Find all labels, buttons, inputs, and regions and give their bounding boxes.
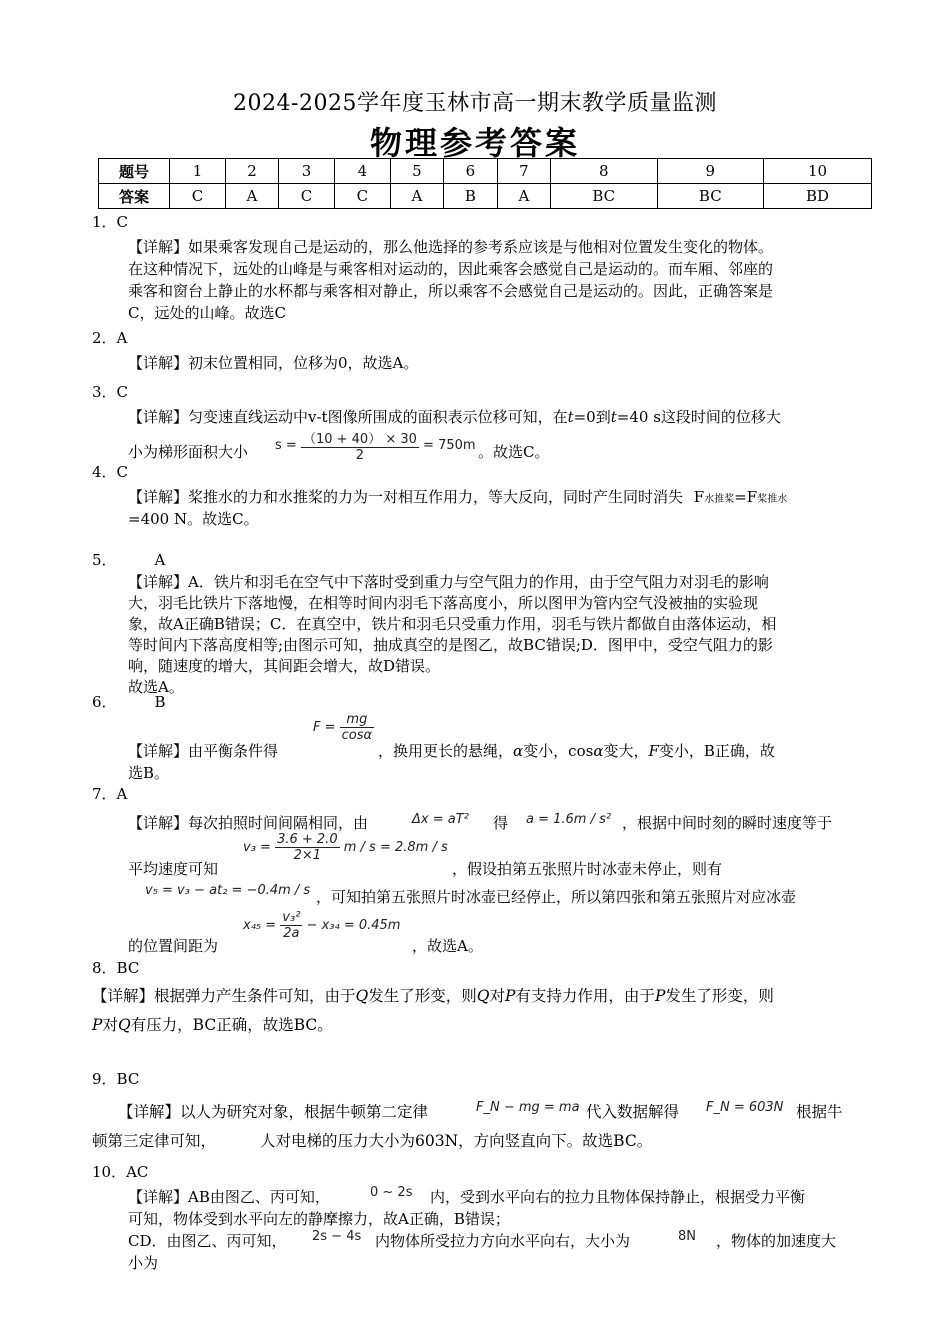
text: 发生了形变，则	[368, 987, 477, 1005]
formula-part: v₃ =	[243, 840, 271, 855]
question-5-line: 故选A。	[128, 678, 184, 696]
text: 对	[489, 987, 505, 1005]
text: 对	[102, 1016, 118, 1034]
text: 有支持力作用，由于	[515, 987, 655, 1005]
numerator: v₃²	[282, 910, 301, 925]
table-cell: 8	[550, 159, 657, 184]
table-cell: A	[225, 184, 278, 209]
text: =40 s这段时间的位移大	[616, 408, 781, 426]
question-7-text: ，可知拍第五张照片时冰壶已经停止，所以第四张和第五张照片对应冰壶	[316, 888, 797, 906]
question-7-text: ，假设拍第五张照片时冰壶未停止，则有	[452, 860, 723, 878]
formula-dx: Δx = aT²	[412, 812, 469, 827]
question-7-heading: 7．A	[92, 785, 128, 803]
table-cell: 7	[497, 159, 550, 184]
numerator: mg	[340, 712, 374, 728]
formula-tension	[313, 712, 374, 743]
text: F	[648, 742, 659, 760]
fraction	[275, 832, 340, 863]
text: t	[567, 408, 574, 426]
question-7-text: ，根据中间时刻的瞬时速度等于	[622, 814, 833, 832]
formula-part: F =	[313, 720, 336, 735]
question-9-text: 代入数据解得	[586, 1103, 680, 1121]
answer-table	[98, 158, 872, 209]
table-cell: 6	[443, 159, 497, 184]
text: P	[504, 987, 516, 1005]
denominator: 2a	[283, 926, 300, 941]
text: Q	[355, 987, 369, 1005]
question-3-line: 小为梯形面积大小	[128, 443, 249, 461]
answer: A	[154, 551, 166, 569]
formula-part: − x₃₄ = 0.45m	[306, 918, 401, 933]
table-cell: 2	[225, 159, 278, 184]
text: 变小，cos	[523, 742, 594, 760]
question-8-heading: 8．BC	[92, 959, 140, 977]
text: 顿第三定律可知，	[92, 1132, 217, 1150]
question-5-line: 响，随速度的增大，其间距会增大，故D错误。	[128, 657, 441, 675]
question-1-line: 【详解】如果乘客发现自己是运动的，那么他选择的参考系应该是与他相对位置发生变化的物体。	[128, 238, 774, 256]
formula-part: = 750m	[423, 438, 476, 453]
text: α	[593, 742, 604, 760]
formula-part: x₄₅ =	[243, 918, 277, 933]
question-10-text: 内，受到水平向右的拉力且物体保持静止，根据受力平衡	[430, 1188, 806, 1206]
question-10-line: 可知，物体受到水平向左的静摩擦力，故A正确，B错误；	[128, 1210, 510, 1228]
question-6-line: 选B。	[128, 764, 170, 782]
question-1-line: 在这种情况下，远处的山峰是与乘客相对运动的，因此乘客会感觉自己是运动的。而车厢、邻座的	[128, 260, 774, 278]
subscript: 水推桨	[704, 494, 735, 505]
text: 6．	[92, 693, 117, 711]
question-3-line-end: 。故选C。	[478, 443, 550, 461]
table-cell: BC	[657, 184, 764, 209]
question-1-heading: 1．C	[92, 213, 129, 231]
question-2-heading: 2．A	[92, 329, 128, 347]
denominator: 2×1	[293, 848, 322, 863]
text: α	[513, 742, 524, 760]
formula-time-1: 0 ~ 2s	[370, 1185, 413, 1200]
text: 人对电梯的压力大小为603N，方向竖直向下。故选BC。	[260, 1132, 653, 1150]
question-8-line	[92, 984, 774, 1008]
formula-force: 8N	[678, 1229, 696, 1244]
text: 5．	[92, 551, 117, 569]
table-cell: BD	[764, 184, 872, 209]
question-4-line: =400 N。故选C。	[128, 510, 259, 528]
fraction	[301, 428, 419, 463]
text: 【详解】匀变速直线运动中v-t图像所围成的面积表示位移可知，在	[128, 408, 568, 426]
question-8-line	[92, 1013, 333, 1037]
question-5-line: 象，故A正确B错误；C．在真空中，铁片和羽毛只受重力作用，羽毛与铁片都做自由落体运动，相	[128, 615, 777, 633]
text: =F	[734, 488, 758, 506]
question-1-line: 乘客和窗台上静止的水杯都与乘客相对静止，所以乘客不会感觉自己是运动的。因此，正确答案是	[128, 282, 774, 300]
question-10-text: 内物体所受拉力方向水平向右，大小为	[375, 1232, 631, 1250]
text: P	[654, 987, 666, 1005]
denominator: cosα	[341, 728, 373, 743]
table-cell: C	[279, 184, 335, 209]
text: F	[693, 488, 705, 506]
formula-newton: F_N − mg = ma	[476, 1100, 580, 1115]
question-5-heading	[92, 550, 165, 570]
text: Q	[117, 1016, 131, 1034]
question-9-text: 根据牛	[796, 1103, 843, 1121]
question-10-text: ，物体的加速度大	[716, 1232, 837, 1250]
table-cell: B	[443, 184, 497, 209]
formula-x45	[243, 910, 400, 941]
question-9-line	[92, 1130, 652, 1152]
question-3-heading: 3．C	[92, 383, 129, 401]
page-subtitle: 物理参考答案	[369, 124, 580, 162]
question-2-line: 【详解】初末位置相同，位移为0，故选A。	[128, 354, 419, 372]
numerator: 3.6 + 2.0	[277, 832, 338, 847]
table-header-cell: 答案	[99, 184, 170, 209]
question-10-line: 【详解】AB由图乙、丙可知，	[128, 1188, 330, 1206]
question-9-line: 【详解】以人为研究对象，根据牛顿第二定律	[118, 1103, 429, 1121]
question-6-line	[128, 740, 775, 762]
text: =0到	[573, 408, 611, 426]
table-cell: 4	[334, 159, 390, 184]
formula-part: m / s = 2.8m / s	[343, 840, 448, 855]
text: 【详解】桨推水的力和水推桨的力为一对相互作用力，等大反向，同时产生同时消失	[128, 488, 684, 506]
table-cell: 9	[657, 159, 764, 184]
question-5-line: 等时间内下落高度相等;由图示可知，抽成真空的是图乙，故BC错误;D．图甲中，受空气阻力的影	[128, 636, 773, 654]
text: 变大，	[603, 742, 649, 760]
fraction	[340, 712, 374, 743]
text: 发生了形变，则	[665, 987, 774, 1005]
table-cell: 5	[390, 159, 443, 184]
table-row-answers	[99, 184, 872, 209]
text: ，换用更长的悬绳，	[378, 742, 514, 760]
table-cell: 1	[170, 159, 226, 184]
question-7-text: ，故选A。	[412, 937, 483, 955]
denominator: 2	[355, 448, 365, 463]
text: 【详解】由平衡条件得	[128, 742, 279, 760]
question-7-line: 平均速度可知	[128, 860, 219, 878]
formula-fn: F_N = 603N	[706, 1100, 784, 1115]
question-4-heading: 4．C	[92, 463, 129, 481]
table-row-numbers	[99, 159, 872, 184]
table-cell: C	[170, 184, 226, 209]
formula-v5: v₅ = v₃ − at₂ = −0.4m / s	[145, 883, 311, 898]
question-3-line	[128, 406, 781, 428]
question-9-heading: 9．BC	[92, 1070, 140, 1088]
question-5-line: 【详解】A．铁片和羽毛在空气中下落时受到重力与空气阻力的作用，由于空气阻力对羽毛的影响	[128, 573, 769, 591]
table-cell: C	[334, 184, 390, 209]
question-10-heading: 10．AC	[92, 1163, 149, 1181]
text: 有压力，BC正确，故选BC。	[130, 1016, 333, 1034]
text: Q	[476, 987, 490, 1005]
formula-part: s =	[275, 438, 297, 453]
formula-displacement	[275, 428, 476, 463]
table-cell: 3	[279, 159, 335, 184]
question-10-line: CD．由图乙、丙可知，	[128, 1232, 287, 1250]
question-10-line: 小为	[128, 1254, 159, 1272]
table-cell: A	[497, 184, 550, 209]
subscript: 桨推水	[757, 494, 788, 505]
formula-a: a = 1.6m / s²	[526, 812, 612, 827]
table-cell: 10	[764, 159, 872, 184]
question-6-heading	[92, 692, 166, 712]
table-cell: A	[390, 184, 443, 209]
text: t	[610, 408, 617, 426]
question-7-text: 得	[493, 814, 509, 832]
table-header-cell: 题号	[99, 159, 170, 184]
table-cell: BC	[550, 184, 657, 209]
formula-time-2: 2s − 4s	[312, 1229, 362, 1244]
formula-v3	[243, 832, 448, 863]
question-7-line: 的位置间距为	[128, 937, 219, 955]
question-1-line: C，远处的山峰。故选C	[128, 304, 286, 322]
text: P	[92, 1016, 103, 1034]
question-7-line: 【详解】每次拍照时间间隔相同，由	[128, 814, 369, 832]
text: 【详解】根据弹力产生条件可知，由于	[92, 987, 356, 1005]
numerator: （10 + 40） × 30	[301, 428, 419, 448]
page-title: 2024-2025学年度玉林市高一期末教学质量监测	[233, 91, 717, 116]
answer: B	[154, 693, 166, 711]
text: 变小，B正确，故	[658, 742, 775, 760]
fraction	[280, 910, 302, 941]
question-5-line: 大，羽毛比铁片下落地慢，在相等时间内羽毛下落高度小，所以图甲为管内空气没被抽的实验现	[128, 594, 759, 612]
